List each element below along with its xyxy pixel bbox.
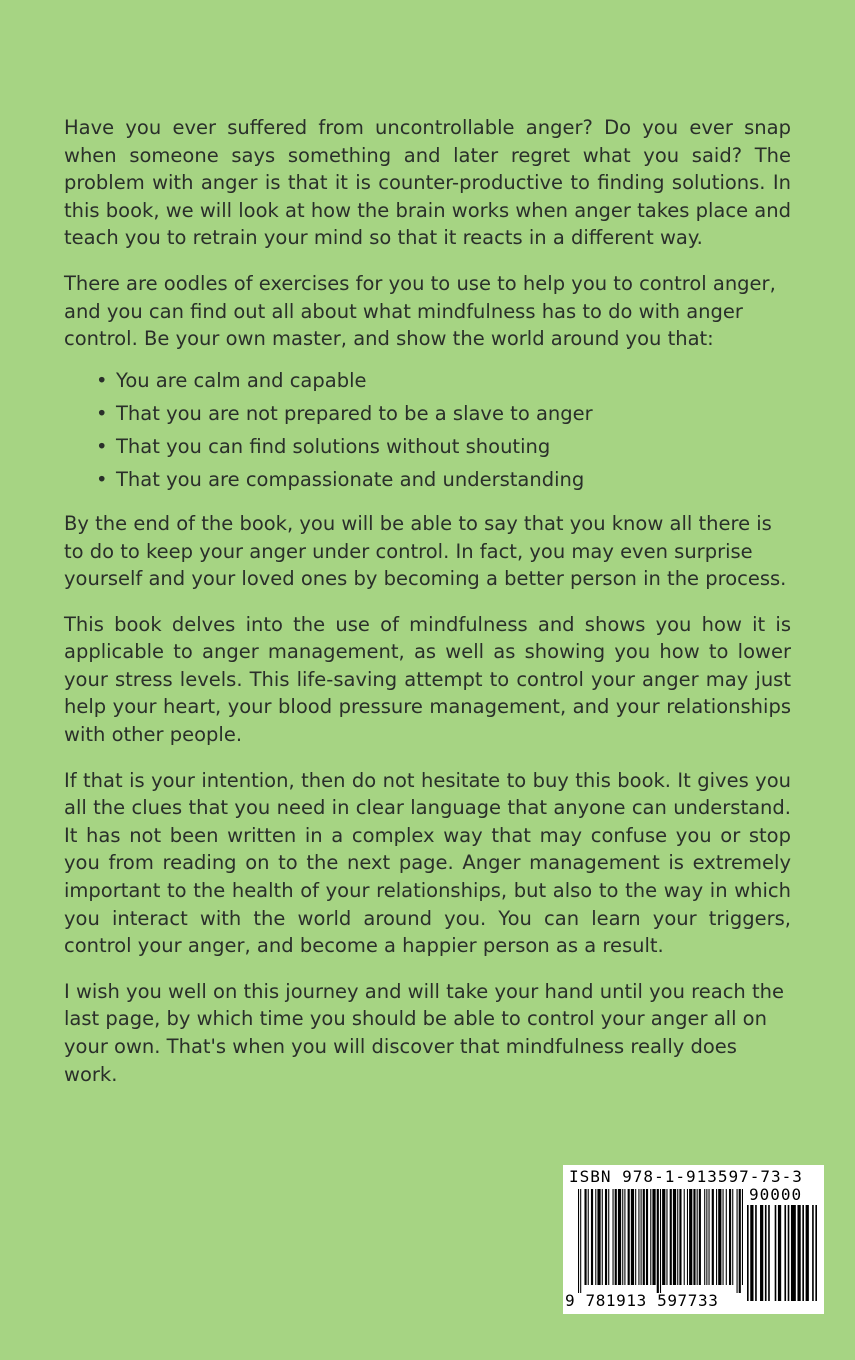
- isbn-label: ISBN 978-1-913597-73-3: [569, 1167, 803, 1186]
- ean-bars: [578, 1189, 743, 1293]
- blurb-paragraph-6: I wish you well on this journey and will take your hand until you reach the last page, by which time you should be able to control your anger all on your own. That's when you will discover that mindfulness really does work.: [64, 979, 784, 1086]
- back-cover-blurb: [64, 114, 791, 1106]
- blurb-paragraph-1: Have you ever suffered from uncontrollable anger? Do you ever snap when someone says something and later regret what you said? The problem with anger is that it is counter-productive to finding solutions. In this book, we will look at how the brain works when anger takes place and teach you to retrain your mind so that it reacts in a different way.: [64, 116, 791, 250]
- bullet-item: • You are calm and capable: [96, 367, 791, 395]
- blurb-paragraph-4: This book delves into the use of mindfulness and shows you how it is applicable to anger management, as well as showing you how to lower your stress levels. This life-saving attempt to control your anger may just help your heart, your blood pressure management, and your relationships with other people.: [64, 612, 791, 747]
- bullet-item: • That you are compassionate and understanding: [96, 466, 791, 494]
- blurb-paragraph-5: If that is your intention, then do not hesitate to buy this book. It gives you all the clues that you need in clear language that anyone can understand. It has not been written in a complex way that may confuse you or stop you from reading on to the next page. Anger management is extremely important to the health of your relationships, but also to the way in which you interact with the world around you. You can learn your triggers, control your anger, and become a happier person as a result.: [64, 768, 791, 958]
- blurb-paragraph-2: There are oodles of exercises for you to use to help you to control anger, and you can find out all about what mindfulness has to do with anger control. Be your own master, and show the world around you that:: [64, 271, 776, 351]
- addon-bars: [747, 1205, 817, 1301]
- blurb-paragraph-3: By the end of the book, you will be able to say that you know all there is to do to keep your anger under control. In fact, you may even surprise yourself and your loved ones by becoming a better person in the process.: [64, 511, 787, 591]
- bullet-item: • That you can find solutions without shouting: [96, 433, 791, 461]
- bullet-list: [64, 367, 791, 494]
- isbn-barcode: [563, 1165, 824, 1314]
- ean-digits: 9 781913 597733: [565, 1291, 719, 1310]
- bullet-item: • That you are not prepared to be a slave to anger: [96, 400, 791, 428]
- price-code: 90000: [749, 1185, 803, 1204]
